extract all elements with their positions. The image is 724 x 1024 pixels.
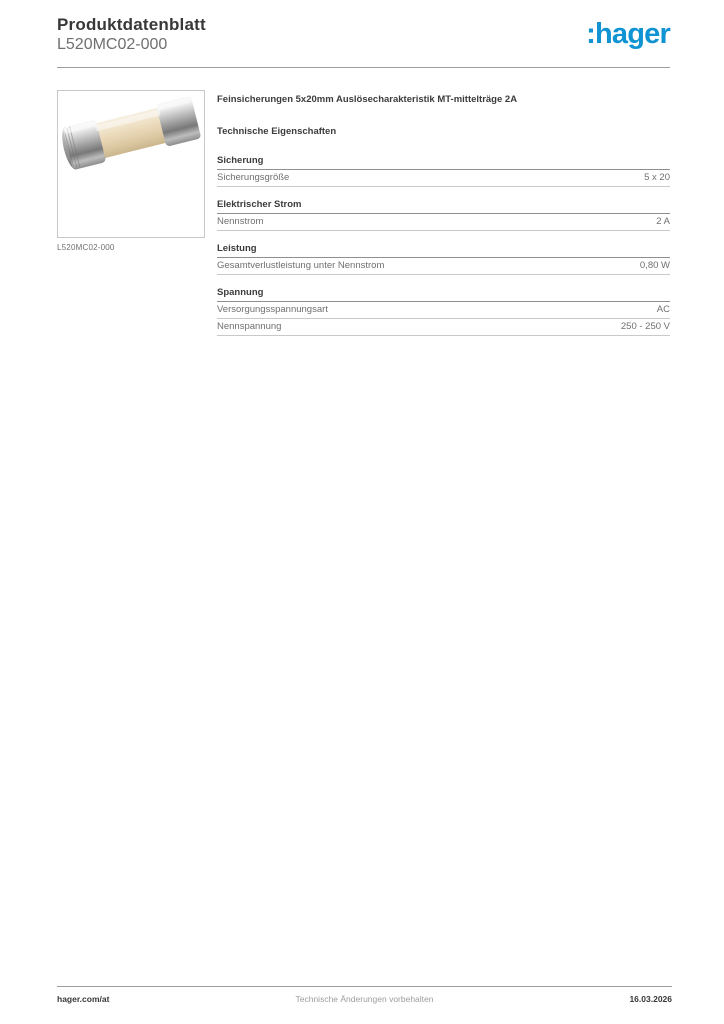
spec-row <box>217 214 670 231</box>
spec-section-title: Elektrischer Strom <box>217 198 670 214</box>
spec-label: Nennspannung <box>217 321 282 332</box>
specs-heading: Technische Eigenschaften <box>217 126 337 137</box>
product-reference: L520MC02-000 <box>57 36 168 53</box>
spec-section <box>217 286 670 336</box>
spec-value: 250 - 250 V <box>620 321 670 332</box>
product-description: Feinsicherungen 5x20mm Auslösecharakteristik MT-mittelträge 2A <box>217 94 518 105</box>
spec-value: AC <box>656 304 670 315</box>
header-title-block <box>57 0 206 54</box>
footer-website: hager.com/at <box>57 994 110 1004</box>
page-footer <box>57 986 672 1004</box>
spec-row <box>217 302 670 319</box>
spec-section-title: Sicherung <box>217 154 670 170</box>
spec-section <box>217 198 670 231</box>
spec-row <box>217 319 670 336</box>
spec-section-title: Leistung <box>217 242 670 258</box>
spec-value: 5 x 20 <box>644 172 670 183</box>
specs-column <box>217 90 670 347</box>
spec-label: Gesamtverlustleistung unter Nennstrom <box>217 260 385 271</box>
spec-label: Sicherungsgröße <box>217 172 290 183</box>
product-image-frame <box>57 90 205 238</box>
spec-section-title: Spannung <box>217 286 670 302</box>
specs-table <box>217 154 670 336</box>
spec-section <box>217 154 670 187</box>
page-header <box>57 0 670 68</box>
spec-value: 2 A <box>656 216 670 227</box>
footer-disclaimer: Technische Änderungen vorbehalten <box>295 994 434 1004</box>
hager-logo: :hager <box>586 18 670 50</box>
spec-row <box>217 258 670 275</box>
footer-date: 16.03.2026 <box>629 994 672 1004</box>
fuse-image <box>58 91 204 237</box>
spec-section <box>217 242 670 275</box>
product-image-column <box>57 90 205 252</box>
page-title: Produktdatenblatt <box>57 15 206 34</box>
spec-row <box>217 170 670 187</box>
product-image-caption: L520MC02-000 <box>57 243 115 252</box>
spec-value: 0,80 W <box>639 260 670 271</box>
spec-label: Versorgungsspannungsart <box>217 304 328 315</box>
spec-label: Nennstrom <box>217 216 264 227</box>
